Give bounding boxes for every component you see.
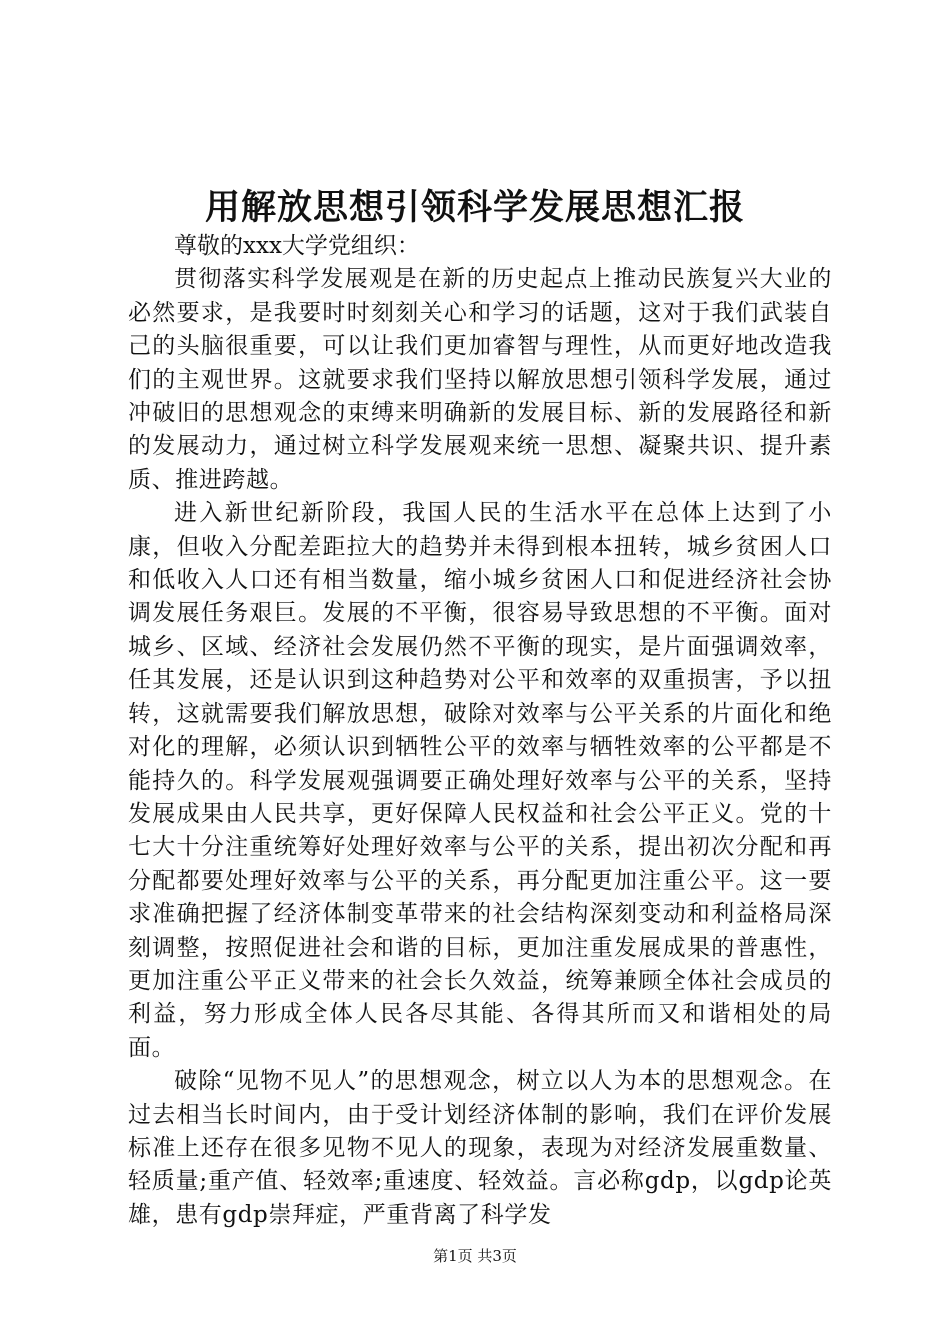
greeting-line: 尊敬的xxx大学党组织： (174, 233, 420, 259)
document-body (128, 230, 832, 1232)
paragraph-1: 贯彻落实科学发展观是在新的历史起点上推动民族复兴大业的必然要求，是我要时时刻刻关心和学习的话题，这对于我们武装自己的头脑很重要，可以让我们更加睿智与理性，从而更好地改造我们的主观世界。这就要求我们坚持以解放思想引领科学发展，通过冲破旧的思想观念的束缚来明确新的发展目标、新的发展路径和新的发展动力，通过树立科学发展观来统一思想、凝聚共识、提升素质、推进跨越。 (128, 266, 832, 493)
paragraph-3: 破除“见物不见人”的思想观念，树立以人为本的思想观念。在过去相当长时间内，由于受计划经济体制的影响，我们在评价发展标准上还存在很多见物不见人的现象，表现为对经济发展重数量、轻质量;重产值、轻效率;重速度、轻效益。言必称gdp，以gdp论英雄，患有gdp崇拜症，严重背离了科学发 (128, 1068, 832, 1228)
page-footer: 第1页 共3页 (433, 1247, 517, 1265)
document-title: 用解放思想引领科学发展思想汇报 (204, 187, 745, 228)
paragraph-2: 进入新世纪新阶段，我国人民的生活水平在总体上达到了小康，但收入分配差距拉大的趋势并未得到根本扭转，城乡贫困人口和低收入人口还有相当数量，缩小城乡贫困人口和促进经济社会协调发展任务艰巨。发展的不平衡，很容易导致思想的不平衡。面对城乡、区域、经济社会发展仍然不平衡的现实，是片面强调效率，任其发展，还是认识到这种趋势对公平和效率的双重损害，予以扭转，这就需要我们解放思想，破除对效率与公平关系的片面化和绝对化的理解，必须认识到牺牲公平的效率与牺牲效率的公平都是不能持久的。科学发展观强调要正确处理好效率与公平的关系，坚持发展成果由人民共享，更好保障人民权益和社会公平正义。党的十七大十分注重统筹好处理好效率与公平的关系，提出初次分配和再分配都要处理好效率与公平的关系，再分配更加注重公平。这一要求准确把握了经济体制变革带来的社会结构深刻变动和利益格局深刻调整，按照促进社会和谐的目标，更加注重发展成果的普惠性，更加注重公平正义带来的社会长久效益，统筹兼顾全体社会成员的利益，努力形成全体人民各尽其能、各得其所而又和谐相处的局面。 (128, 500, 832, 1061)
